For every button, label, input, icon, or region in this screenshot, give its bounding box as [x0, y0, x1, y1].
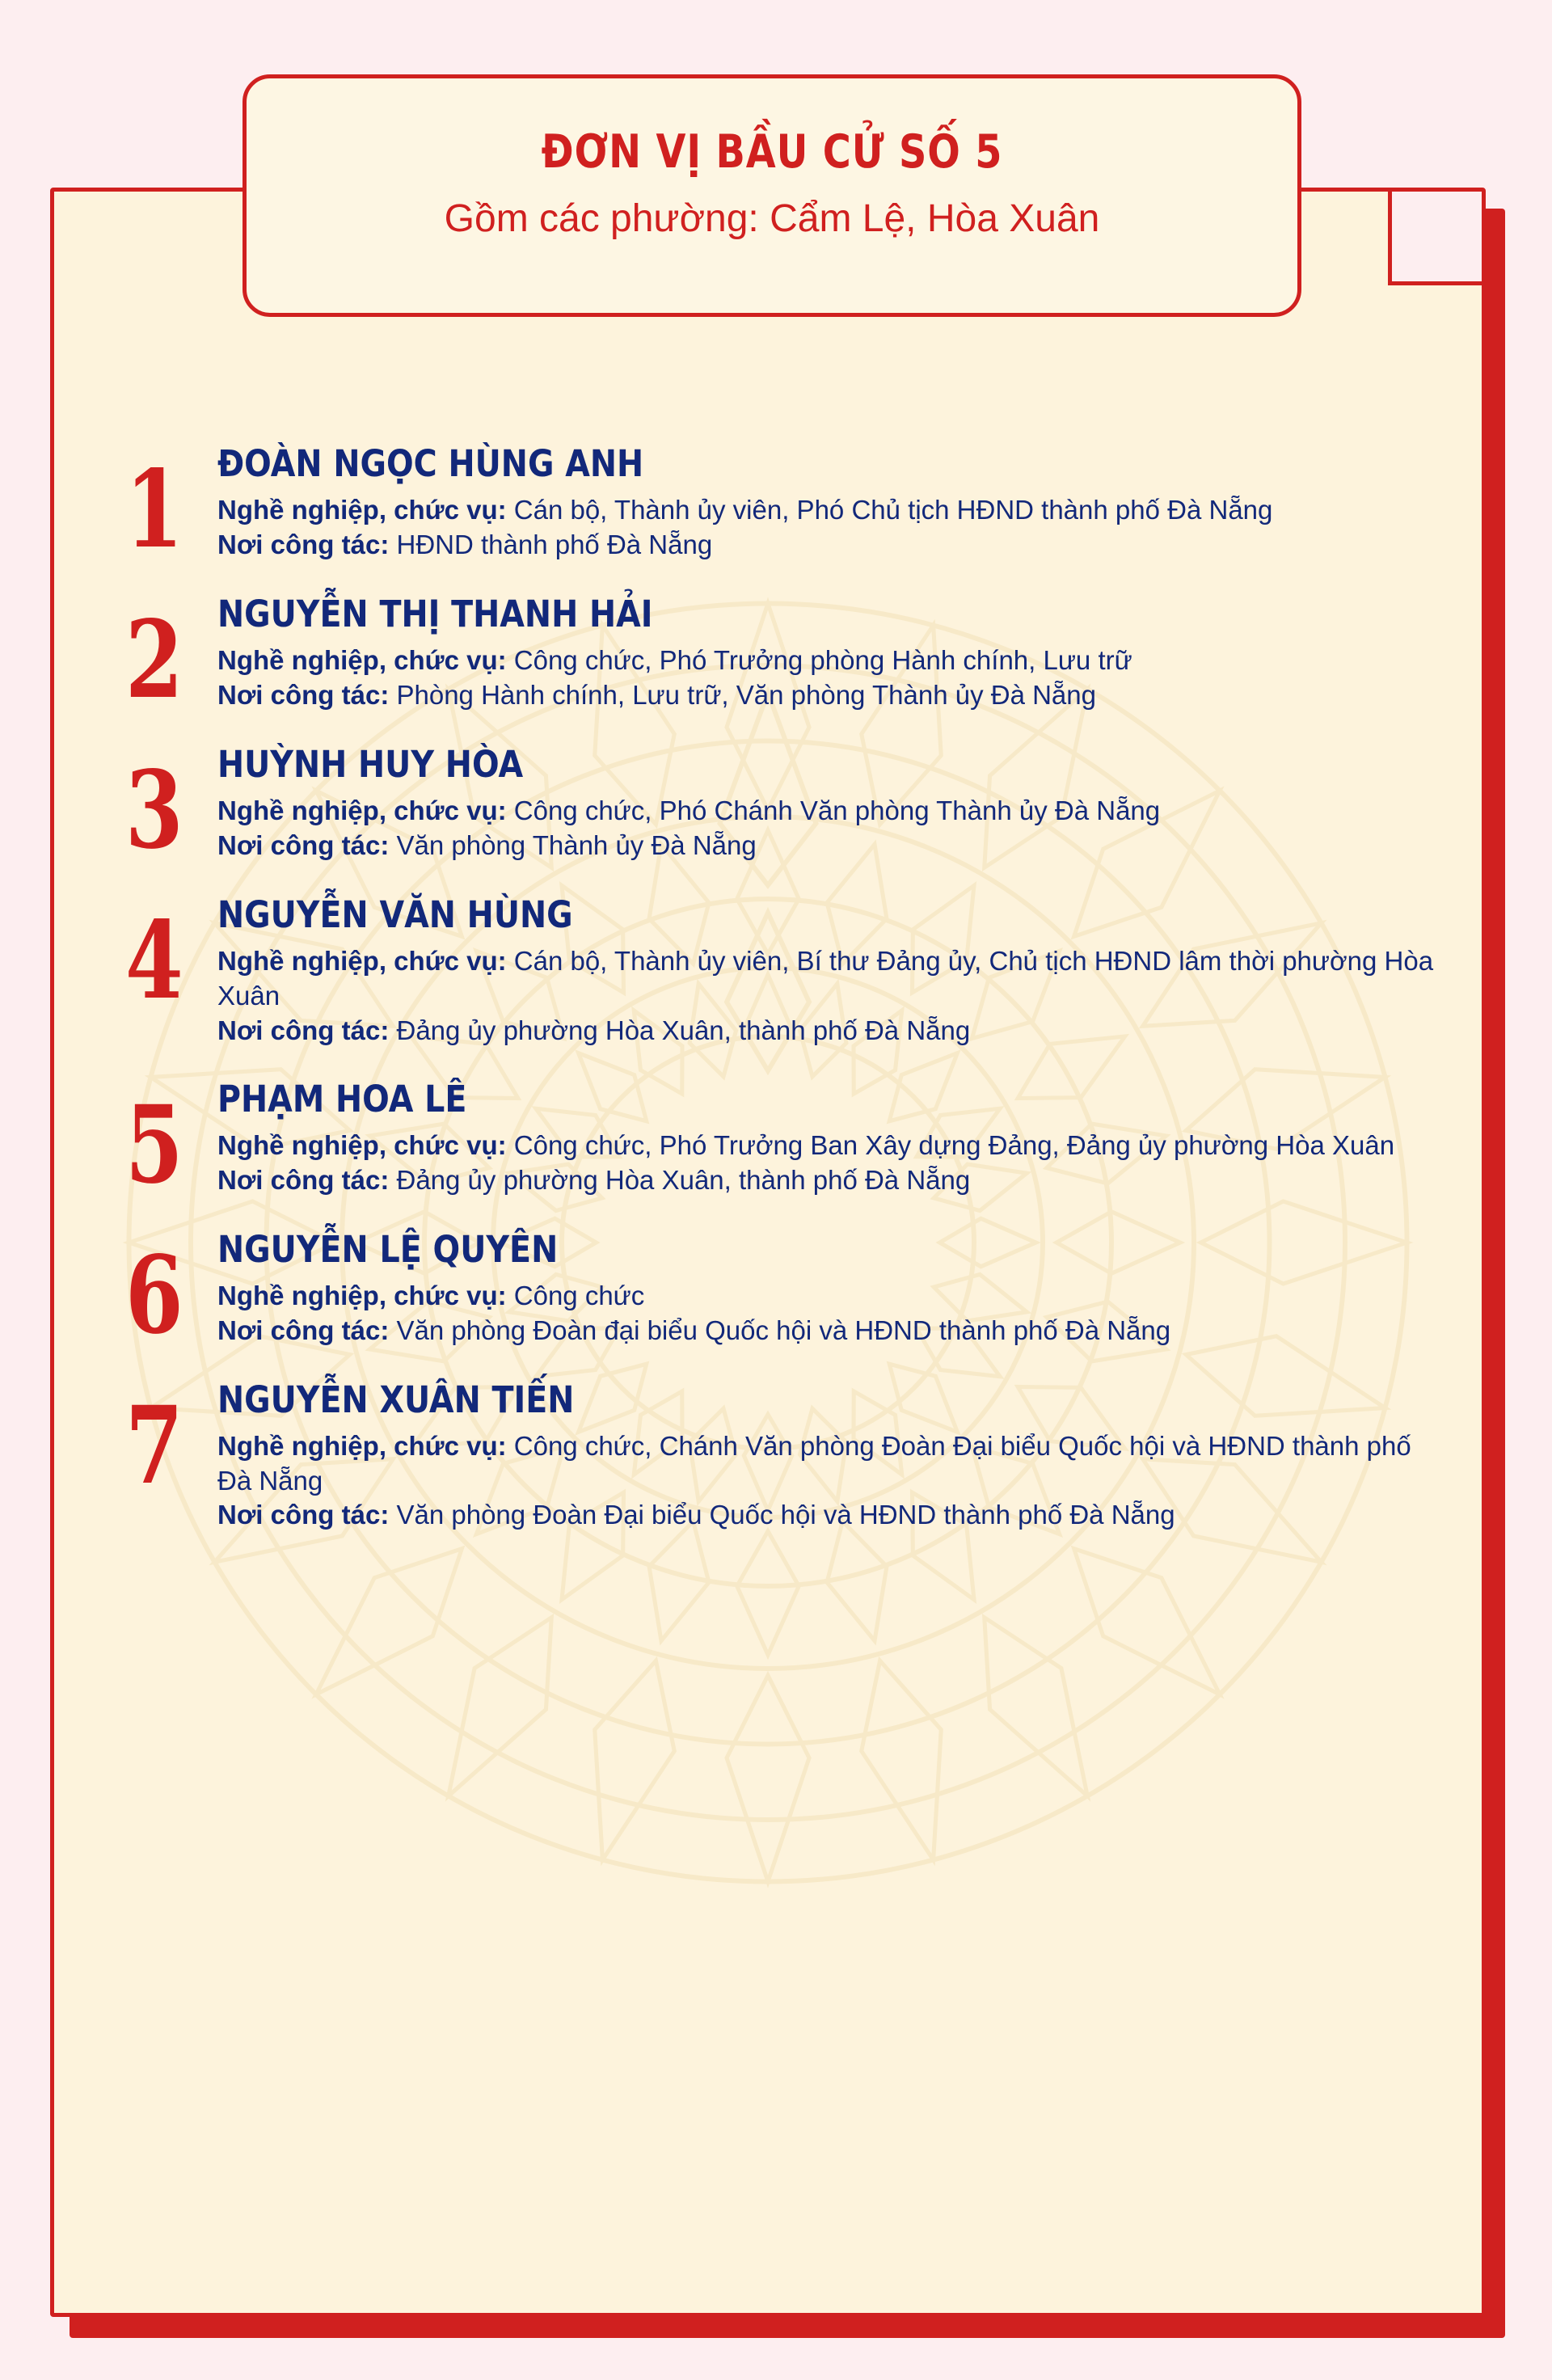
- candidate-entry: [54, 1227, 1486, 1358]
- workplace-value: HĐND thành phố Đà Nẵng: [396, 529, 713, 559]
- candidate-workplace-line: [217, 1314, 1444, 1348]
- candidate-occupation-line: [217, 944, 1444, 1014]
- workplace-value: Phòng Hành chính, Lưu trữ, Văn phòng Thành ủy Đà Nẵng: [396, 679, 1096, 710]
- candidate-number: 2: [125, 597, 183, 723]
- candidate-number: 4: [125, 898, 183, 1023]
- workplace-label: Nơi công tác:: [217, 1314, 390, 1345]
- candidate-entry: [54, 893, 1486, 1049]
- candidate-name: NGUYỄN VĂN HÙNG: [217, 893, 573, 936]
- candidate-workplace-line: [217, 528, 1444, 563]
- poster: [50, 188, 1505, 2338]
- candidate-occupation-line: [217, 1279, 1444, 1314]
- occupation-value: Công chức, Phó Trưởng phòng Hành chính, Lưu trữ: [513, 645, 1132, 675]
- candidate-name: ĐOÀN NGỌC HÙNG ANH: [217, 442, 644, 485]
- candidate-workplace-line: [217, 829, 1444, 863]
- page-subtitle: Gồm các phường: Cẩm Lệ, Hòa Xuân: [444, 197, 1100, 240]
- header-banner: [242, 74, 1301, 317]
- candidate-name: NGUYỄN THỊ THANH HẢI: [217, 593, 653, 635]
- candidate-workplace-line: [217, 1163, 1444, 1198]
- workplace-label: Nơi công tác:: [217, 829, 390, 860]
- candidate-occupation-line: [217, 1429, 1444, 1499]
- occupation-label: Nghề nghiệp, chức vụ:: [217, 1280, 507, 1310]
- occupation-value: Công chức, Phó Chánh Văn phòng Thành ủy Đà Nẵng: [513, 795, 1161, 825]
- page-title: ĐƠN VỊ BẦU CỬ SỐ 5: [541, 125, 1003, 179]
- workplace-label: Nơi công tác:: [217, 1164, 390, 1195]
- occupation-label: Nghề nghiệp, chức vụ:: [217, 946, 507, 976]
- workplace-value: Văn phòng Đoàn đại biểu Quốc hội và HĐND thành phố Đà Nẵng: [396, 1314, 1171, 1345]
- candidate-info: [209, 442, 1444, 563]
- candidate-workplace-line: [217, 1498, 1444, 1533]
- candidate-info: [209, 743, 1444, 863]
- occupation-label: Nghề nghiệp, chức vụ:: [217, 795, 507, 825]
- candidate-info: [209, 893, 1444, 1049]
- candidate-entry: [54, 1378, 1486, 1534]
- candidate-occupation-line: [217, 1129, 1444, 1163]
- candidate-info: [209, 1228, 1444, 1348]
- candidate-name: NGUYỄN LỆ QUYÊN: [217, 1227, 559, 1271]
- workplace-value: Đảng ủy phường Hòa Xuân, thành phố Đà Nẵng: [396, 1164, 971, 1195]
- candidate-number: 5: [125, 1082, 183, 1208]
- candidate-entry: [54, 1077, 1486, 1208]
- candidate-number: 6: [125, 1232, 183, 1358]
- folded-corner: [1388, 188, 1485, 285]
- poster-body: [50, 188, 1486, 2317]
- candidate-occupation-line: [217, 794, 1444, 829]
- workplace-value: Đảng ủy phường Hòa Xuân, thành phố Đà Nẵng: [396, 1015, 971, 1045]
- occupation-value: Cán bộ, Thành ủy viên, Phó Chủ tịch HĐND thành phố Đà Nẵng: [513, 495, 1273, 525]
- workplace-value: Văn phòng Đoàn Đại biểu Quốc hội và HĐND thành phố Đà Nẵng: [396, 1500, 1175, 1530]
- candidate-entry: [54, 442, 1486, 572]
- candidate-name: NGUYỄN XUÂN TIẾN: [217, 1378, 575, 1421]
- occupation-label: Nghề nghiệp, chức vụ:: [217, 1430, 507, 1461]
- candidate-info: [209, 1078, 1444, 1198]
- candidate-workplace-line: [217, 678, 1444, 713]
- candidate-info: [209, 593, 1444, 713]
- candidate-number: 3: [125, 748, 183, 873]
- workplace-label: Nơi công tác:: [217, 679, 390, 710]
- candidate-entry: [54, 593, 1486, 723]
- candidate-number: 7: [125, 1382, 183, 1509]
- candidate-workplace-line: [217, 1014, 1444, 1049]
- candidate-info: [209, 1378, 1444, 1534]
- workplace-label: Nơi công tác:: [217, 1015, 390, 1045]
- occupation-value: Công chức, Phó Trưởng Ban Xây dựng Đảng, Đảng ủy phường Hòa Xuân: [513, 1129, 1395, 1160]
- candidate-name: PHẠM HOA LÊ: [217, 1077, 467, 1120]
- occupation-value: Công chức, Chánh Văn phòng Đoàn Đại biểu Quốc hội và HĐND thành phố Đà Nẵng: [217, 1430, 1411, 1496]
- candidate-occupation-line: [217, 493, 1444, 528]
- occupation-value: Cán bộ, Thành ủy viên, Bí thư Đảng ủy, Chủ tịch HĐND lâm thời phường Hòa Xuân: [217, 946, 1434, 1011]
- candidate-entry: [54, 743, 1486, 873]
- workplace-label: Nơi công tác:: [217, 529, 390, 559]
- candidate-list: [54, 442, 1486, 1562]
- workplace-value: Văn phòng Thành ủy Đà Nẵng: [396, 829, 757, 860]
- candidate-name: HUỲNH HUY HÒA: [217, 743, 524, 786]
- occupation-label: Nghề nghiệp, chức vụ:: [217, 1129, 507, 1160]
- occupation-label: Nghề nghiệp, chức vụ:: [217, 495, 507, 525]
- occupation-value: Công chức: [513, 1280, 645, 1310]
- candidate-number: 1: [125, 447, 183, 572]
- workplace-label: Nơi công tác:: [217, 1500, 390, 1530]
- candidate-occupation-line: [217, 644, 1444, 678]
- occupation-label: Nghề nghiệp, chức vụ:: [217, 645, 507, 675]
